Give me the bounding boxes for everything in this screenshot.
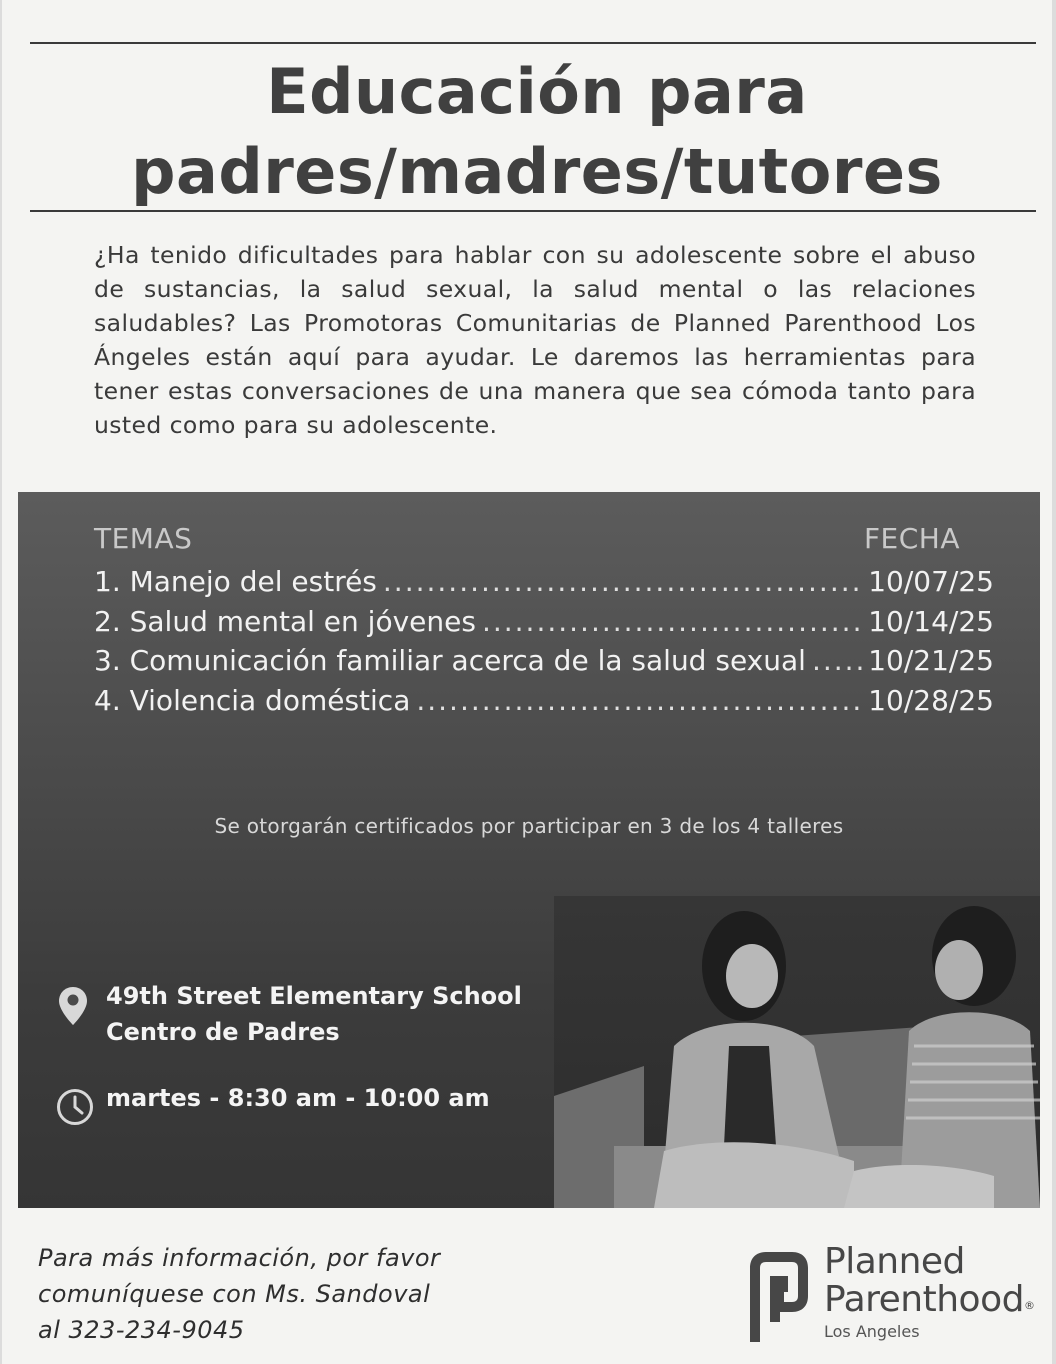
title-divider <box>30 210 1036 212</box>
topic-date: 10/21/25 <box>868 644 994 677</box>
registered-mark: ® <box>1023 1299 1035 1312</box>
clock-icon <box>56 1088 94 1126</box>
title-line-2: padres/madres/tutores <box>131 135 943 208</box>
topic-name: 1. Manejo del estrés <box>94 565 377 598</box>
logo-wordmark-line2 <box>824 1280 1034 1320</box>
logo-subtitle: Los Angeles <box>824 1322 920 1341</box>
topic-item <box>94 562 994 602</box>
leader-dots <box>812 641 862 681</box>
top-divider <box>30 42 1036 44</box>
contact-line-2: comuníquese con Ms. Sandoval <box>38 1280 431 1308</box>
location-room: Centro de Padres <box>106 1018 340 1046</box>
location-pin-icon <box>58 986 88 1026</box>
topic-date: 10/14/25 <box>868 604 994 638</box>
topic-date: 10/07/25 <box>868 565 994 598</box>
leader-dots <box>383 562 862 602</box>
planned-parenthood-logo-icon <box>744 1246 814 1342</box>
topic-name: 4. Violencia doméstica <box>94 683 411 717</box>
topic-name: 3. Comunicación familiar acerca de la salud sexual <box>94 644 806 677</box>
location-name: 49th Street Elementary School <box>106 982 522 1010</box>
logo-wordmark-line1: Planned <box>824 1241 965 1282</box>
certificate-note: Se otorgarán certificados por participar en 3 de los 4 talleres <box>214 814 844 838</box>
schedule-panel <box>18 492 1040 1208</box>
intro-paragraph: ¿Ha tenido dificultades para hablar con su adolescente sobre el abuso de sustancias, la salud sexual, la salud mental o las relaciones saludables? Las Promotoras Comunitarias de Planned Parenthood Los Ángeles están aquí para ayudar. Le daremos las herramientas para tener estas conversaciones de una manera que sea cómoda tanto para usted como para su adolescente. <box>94 241 976 439</box>
leader-dots <box>416 681 862 721</box>
location-block <box>106 978 522 1050</box>
contact-phone: al 323-234-9045 <box>38 1316 245 1344</box>
flyer-page <box>2 0 1052 1364</box>
contact-info <box>38 1240 440 1348</box>
logo-wordmark-line2-text: Parenthood <box>824 1279 1024 1320</box>
leader-dots <box>482 602 862 642</box>
session-time: martes - 8:30 am - 10:00 am <box>106 1084 490 1112</box>
topic-item <box>94 641 994 681</box>
parent-teen-photo <box>554 896 1040 1208</box>
contact-line-1: Para más información, por favor <box>38 1244 441 1272</box>
title-line-1: Educación para <box>266 55 808 128</box>
topic-item <box>94 681 994 721</box>
topics-header: TEMAS <box>94 522 193 555</box>
topic-date: 10/28/25 <box>868 683 994 717</box>
date-header: FECHA <box>863 522 960 555</box>
topics-list <box>94 562 994 720</box>
flyer-title <box>42 52 1032 212</box>
topic-item <box>94 602 994 642</box>
topic-name: 2. Salud mental en jóvenes <box>94 604 476 638</box>
